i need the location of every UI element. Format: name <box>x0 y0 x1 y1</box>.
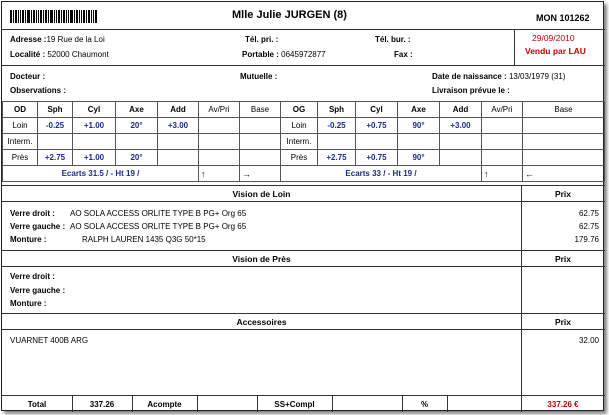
rx-cell: -0.25 <box>318 118 356 134</box>
rx-cell <box>523 118 605 134</box>
rx-cell: Interm. <box>281 134 318 150</box>
rx-cell <box>356 134 398 150</box>
rx-cell <box>523 150 605 166</box>
accessoires-prix-header: Prix <box>554 317 572 327</box>
rx-ecarts-row <box>3 166 605 182</box>
rx-cell: +2.75 <box>38 150 73 166</box>
rx-cell: Loin <box>3 118 38 134</box>
rx-cell: Loin <box>281 118 318 134</box>
rx-cell <box>116 134 158 150</box>
portable-value: 0645972877 <box>281 50 326 59</box>
vision-pres-prix-header: Prix <box>554 254 572 264</box>
barcode-image <box>10 10 120 23</box>
rx-cell <box>482 150 523 166</box>
loin-monture-price: 179.76 <box>574 235 599 244</box>
rx-cell: Interm. <box>3 134 38 150</box>
rx-cell <box>523 134 605 150</box>
arrow-right-icon: → <box>240 166 281 182</box>
portable-row: Portable : 0645972877 <box>242 50 326 59</box>
rx-cell: Sph <box>38 102 73 118</box>
fax-row: Fax : <box>394 50 413 59</box>
vision-loin-prix-header: Prix <box>554 189 572 199</box>
rx-cell: Av/Pri <box>199 102 240 118</box>
tel-pri-row: Tél. pri. : <box>245 35 279 44</box>
rx-cell <box>38 134 73 150</box>
localite-value: 52000 Chaumont <box>47 50 109 59</box>
od-ecarts: Ecarts 31.5 / - Ht 19 / <box>3 166 199 182</box>
rx-cell: 20° <box>116 150 158 166</box>
arrow-up-icon: ↑ <box>199 166 240 182</box>
rx-cell: -0.25 <box>38 118 73 134</box>
og-ecarts: Ecarts 33 / - Ht 19 / <box>281 166 482 182</box>
naissance-row: Date de naissance : 13/03/1979 (31) <box>432 72 566 81</box>
rx-row-interm <box>3 134 605 150</box>
rx-cell: 20° <box>116 118 158 134</box>
rx-cell: Cyl <box>356 102 398 118</box>
rx-cell <box>440 134 482 150</box>
rx-cell: Add <box>158 102 199 118</box>
final-total: 337.26 € <box>547 400 579 409</box>
rx-cell: 90° <box>398 150 440 166</box>
accessoires-title: Accessoires <box>236 317 287 327</box>
total-label: Total <box>27 400 47 409</box>
rx-cell: Base <box>240 102 281 118</box>
rx-cell <box>199 150 240 166</box>
rx-cell: +3.00 <box>440 118 482 134</box>
rx-cell <box>73 134 116 150</box>
rx-cell: +0.75 <box>356 150 398 166</box>
rx-header-row <box>3 102 605 118</box>
rx-cell <box>398 134 440 150</box>
percent-label: % <box>420 400 429 409</box>
rx-cell <box>318 134 356 150</box>
ss-compl-label: SS+Compl <box>274 400 315 409</box>
rx-row-loin <box>3 118 605 134</box>
naissance-value: 13/03/1979 (31) <box>508 72 566 81</box>
prescription-table <box>2 101 605 182</box>
rx-cell <box>199 118 240 134</box>
rx-cell <box>240 150 281 166</box>
rx-cell: +1.00 <box>73 118 116 134</box>
rx-cell <box>440 150 482 166</box>
rx-cell: Cyl <box>73 102 116 118</box>
vendu-par: Vendu par LAU <box>525 46 586 56</box>
vision-loin-title: Vision de Loin <box>232 189 291 199</box>
rx-cell: 90° <box>398 118 440 134</box>
rx-cell <box>482 134 523 150</box>
rx-cell: Axe <box>398 102 440 118</box>
accessoire-item: VUARNET 400B ARG <box>10 336 89 345</box>
rx-cell <box>158 150 199 166</box>
mutuelle-row: Mutuelle : <box>240 72 278 81</box>
order-id: MON 101262 <box>536 13 590 23</box>
rx-cell: Av/Pri <box>482 102 523 118</box>
client-title: Mlle Julie JURGEN (8) <box>232 9 347 21</box>
rx-cell: Sph <box>318 102 356 118</box>
rx-cell <box>240 134 281 150</box>
rx-cell: Axe <box>116 102 158 118</box>
arrow-left-icon: ← <box>523 166 605 182</box>
rx-cell: Près <box>281 150 318 166</box>
rx-cell <box>199 134 240 150</box>
observations-row: Observations : <box>10 86 67 95</box>
rx-cell: +0.75 <box>356 118 398 134</box>
arrow-up-icon: ↑ <box>482 166 523 182</box>
rx-cell: +1.00 <box>73 150 116 166</box>
rx-cell: Base <box>523 102 605 118</box>
acompte-label: Acompte <box>147 400 182 409</box>
loin-verre-droit: Verre droit : AO SOLA ACCESS ORLITE TYPE B PG+ Org 65 <box>10 209 247 218</box>
pres-verre-gauche: Verre gauche : <box>10 286 66 295</box>
livraison-row: Livraison prévue le : <box>432 86 510 95</box>
adresse-value: 19 Rue de la Loi <box>46 35 105 44</box>
loin-verre-gauche: Verre gauche : AO SOLA ACCESS ORLITE TYPE B PG+ Org 65 <box>10 222 247 231</box>
loin-monture: Monture : RALPH LAUREN 1435 Q3G 50*15 <box>10 235 206 244</box>
tel-bur-row: Tél. bur. : <box>375 35 411 44</box>
adresse-row: Adresse :19 Rue de la Loi <box>10 35 105 44</box>
rx-cell: Add <box>440 102 482 118</box>
accessoire-price: 32.00 <box>578 336 599 345</box>
rx-cell: +2.75 <box>318 150 356 166</box>
rx-cell: OD <box>3 102 38 118</box>
loin-verre-gauche-price: 62.75 <box>578 222 599 231</box>
order-form <box>1 1 604 411</box>
total-value: 337.26 <box>89 400 115 409</box>
localite-row: Localité : 52000 Chaumont <box>10 50 109 59</box>
rx-cell <box>158 134 199 150</box>
rx-row-pres <box>3 150 605 166</box>
loin-verre-droit-price: 62.75 <box>578 209 599 218</box>
rx-cell <box>240 118 281 134</box>
rx-cell <box>482 118 523 134</box>
docteur-row: Docteur : <box>10 72 46 81</box>
order-date: 29/09/2010 <box>532 33 575 43</box>
rx-cell: Près <box>3 150 38 166</box>
rx-cell: +3.00 <box>158 118 199 134</box>
pres-monture: Monture : <box>10 299 47 308</box>
vision-pres-title: Vision de Près <box>232 254 291 264</box>
rx-cell: OG <box>281 102 318 118</box>
pres-verre-droit: Verre droit : <box>10 272 55 281</box>
